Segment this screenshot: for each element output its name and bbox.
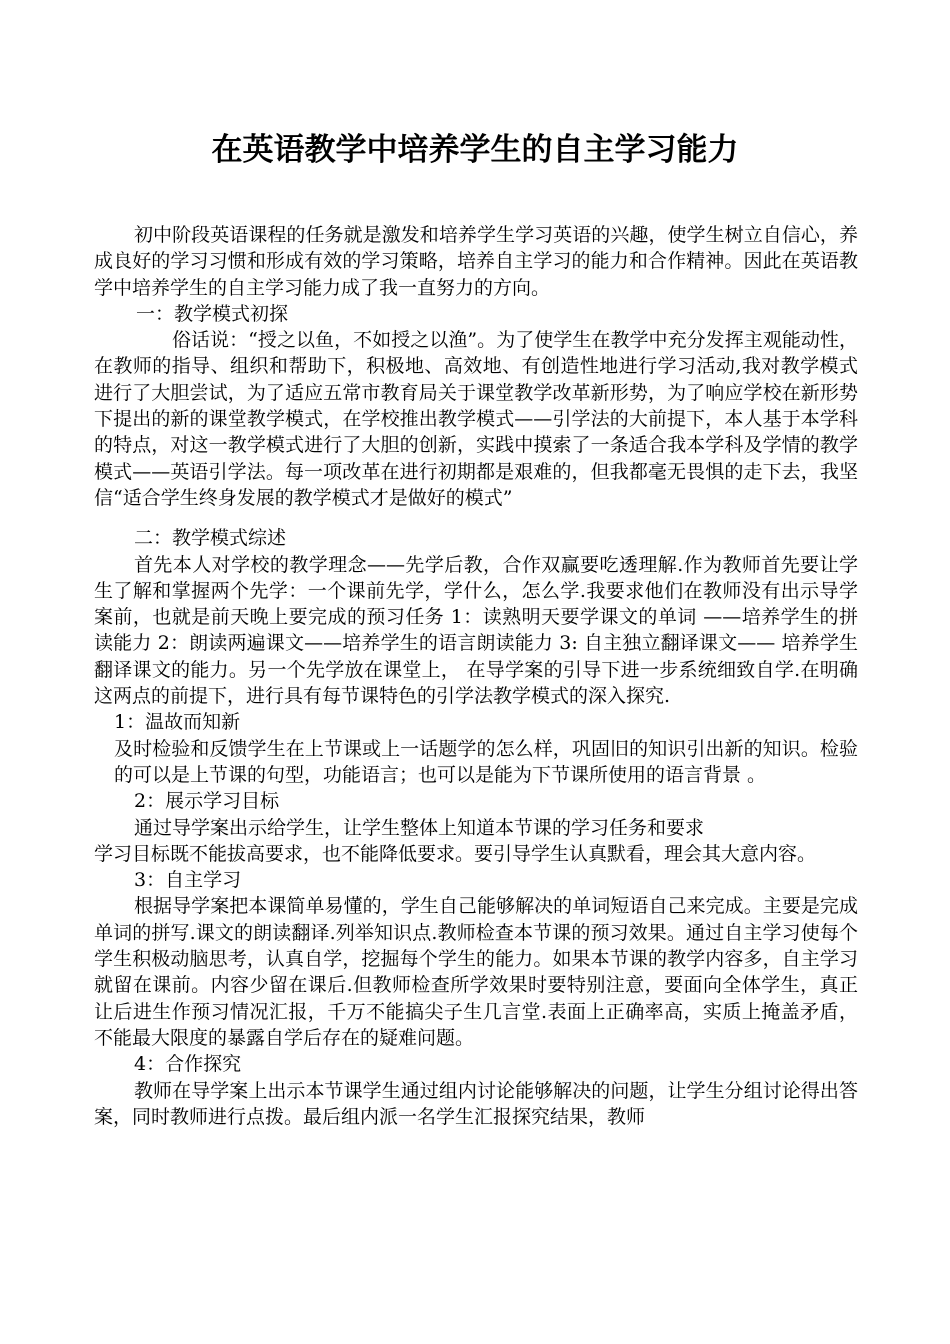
- section-1-paragraph: 俗话说：“授之以鱼，不如授之以渔”。为了使学生在教学中充分发挥主观能动性，在教师的指导、组织和帮助下，积极地、高效地、有创造性地进行学习活动,我对教学模式进行了大胆尝试，为了适应五常市教育局关于课堂教学改革新形势，为了响应学校在新形势下提出的新的课堂教学模式，在学校推出教学模式——引学法的大前提下，本人基于本学科的特点，对这一教学模式进行了大胆的创新，实践中摸索了一条适合我本学科及学情的教学模式——英语引学法。每一项改革在进行初期都是艰难的，但我都毫无畏惧的走下去，我坚信“适合学生终身发展的教学模式才是做好的模式”: [94, 329, 858, 509]
- subsection-3-paragraph: 根据导学案把本课简单易懂的，学生自己能够解决的单词短语自己来完成。主要是完成单词的拼写.课文的朗读翻译.列举知识点.教师检查本节课的预习效果。通过自主学习使每个学生积极动脑思考，认真自学，挖掘每个学生的能力。如果本节课的教学内容多，自主学习就留在课前。内容少留在课后.但教师检查所学效果时要特别注意，要面向全体学生，真正让后进生作预习情况汇报，千万不能搞尖子生几言堂.表面上正确率高，实质上掩盖矛盾，不能最大限度的暴露自学后存在的疑难问题。: [94, 895, 858, 1049]
- document-body: [94, 222, 858, 1130]
- subsection-4-paragraph: 教师在导学案上出示本节课学生通过组内讨论能够解决的问题，让学生分组讨论得出答案，同时教师进行点拨。最后组内派一名学生汇报探究结果，教师: [94, 1079, 858, 1128]
- section-2-paragraph: 首先本人对学校的教学理念——先学后教，合作双赢要吃透理解.作为教师首先要让学生了解和掌握两个先学：一个课前先学，学什么，怎么学.我要求他们在教师没有出示导学案前，也就是前天晚上要完成的预习任务 1：读熟明天要学课文的单词 ——培养学生的拼读能力 2：朗读两遍课文——培养学生的语言朗读能力 3: 自主独立翻译课文—— 培养学生翻译课文的能力。另一个先学放在课堂上， 在导学案的引导下进一步系统细致自学.在明确这两点的前提下，进行具有每节课特色的引学法教学模式的深入探究.: [94, 553, 858, 708]
- subsection-2-line: 通过导学案出示给学生，让学生整体上知道本节课的学习任务和要求: [134, 816, 705, 839]
- subsection-heading-2: 2：展示学习目标: [134, 790, 280, 813]
- subsection-2-paragraph: 学习目标既不能拔高要求，也不能降低要求。要引导学生认真默看，理会其大意内容。: [94, 842, 817, 865]
- subsection-1-paragraph: 及时检验和反馈学生在上节课或上一话题学的怎么样，巩固旧的知识引出新的知识。检验的可以是上节课的句型，功能语言；也可以是能为下节课所使用的语言背景 。: [114, 737, 858, 786]
- subsection-heading-3: 3：自主学习: [134, 869, 242, 892]
- subsection-heading-4: 4：合作探究: [134, 1053, 242, 1076]
- intro-paragraph: 初中阶段英语课程的任务就是激发和培养学生学习英语的兴趣，使学生树立自信心，养成良好的学习习惯和形成有效的学习策略，培养自主学习的能力和合作精神。因此在英语教学中培养学生的自主学习能力成了我一直努力的方向。: [94, 224, 858, 299]
- subsection-heading-1: 1：温故而知新: [114, 711, 241, 734]
- document-title: 在英语教学中培养学生的自主学习能力: [211, 132, 739, 168]
- section-heading-1: 一：教学模式初探: [136, 302, 289, 325]
- section-heading-2: 二：教学模式综述: [134, 527, 287, 550]
